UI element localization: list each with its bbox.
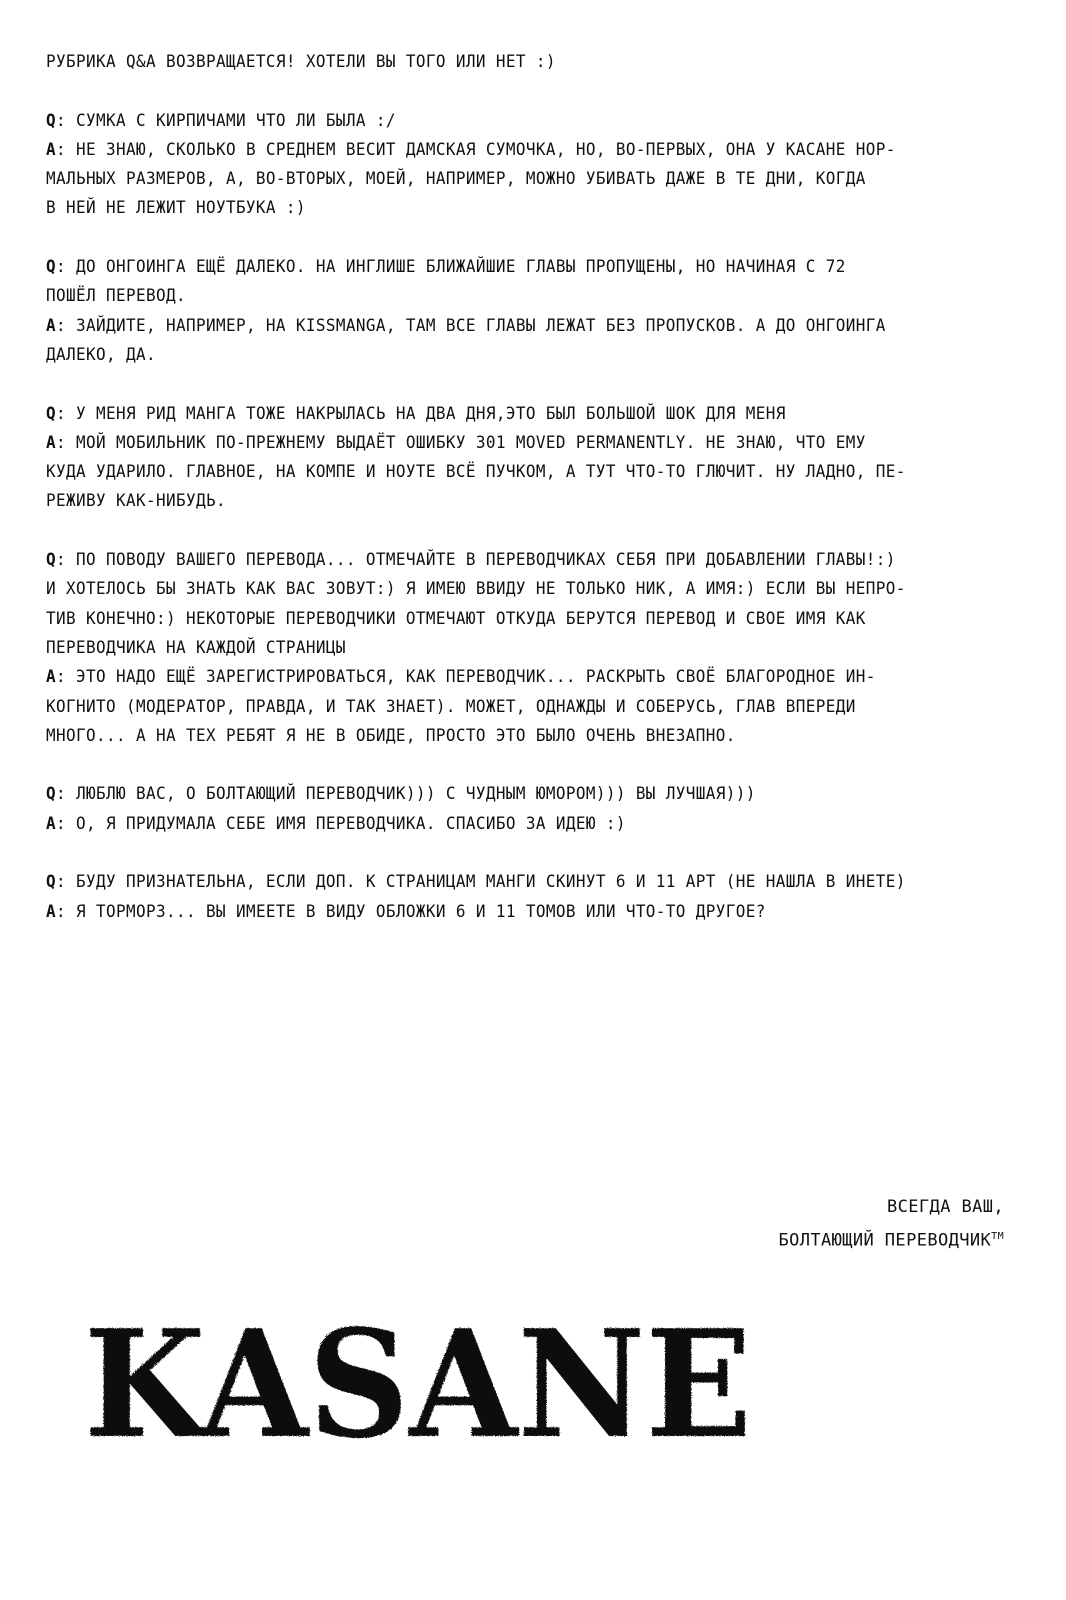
answer-line: МАЛЬНЫХ РАЗМЕРОВ, А, ВО-ВТОРЫХ, МОЕЙ, НАПРИМЕР, МОЖНО УБИВАТЬ ДАЖЕ В ТЕ ДНИ, КОГДА <box>46 169 866 190</box>
answer-line: ДАЛЕКО, ДА. <box>46 344 156 365</box>
answer-line: КОГНИТО (МОДЕРАТОР, ПРАВДА, И ТАК ЗНАЕТ). МОЖЕТ, ОДНАЖДЫ И СОБЕРУСЬ, ГЛАВ ВПЕРЕДИ <box>46 696 856 717</box>
q-marker: Q <box>46 784 57 805</box>
logo-text: KASANE <box>84 1297 752 1471</box>
signature-name: БОЛТАЮЩИЙ ПЕРЕВОДЧИК <box>778 1230 992 1251</box>
a-marker: A <box>46 315 57 336</box>
answer-text: : ЗАЙДИТЕ, НАПРИМЕР, НА KISSMANGA, ТАМ ВСЕ ГЛАВЫ ЛЕЖАТ БЕЗ ПРОПУСКОВ. А ДО ОНГОИНГА <box>56 315 886 336</box>
question-text: : ДО ОНГОИНГА ЕЩЁ ДАЛЕКО. НА ИНГЛИШЕ БЛИЖАЙШИЕ ГЛАВЫ ПРОПУЩЕНЫ, НО НАЧИНАЯ С 72 <box>56 257 846 278</box>
intro-line: РУБРИКА Q&A ВОЗВРАЩАЕТСЯ! ХОТЕЛИ ВЫ ТОГО ИЛИ НЕТ :) <box>46 52 556 72</box>
q-marker: Q <box>46 110 57 131</box>
answer-text: : О, Я ПРИДУМАЛА СЕБЕ ИМЯ ПЕРЕВОДЧИКА. СПАСИБО ЗА ИДЕЮ :) <box>56 813 626 834</box>
question-text: : ЛЮБЛЮ ВАС, О БОЛТАЮЩИЙ ПЕРЕВОДЧИК))) С ЧУДНЫМ ЮМОРОМ))) ВЫ ЛУЧШАЯ))) <box>56 784 756 805</box>
question-line: И ХОТЕЛОСЬ БЫ ЗНАТЬ КАК ВАС ЗОВУТ:) Я ИМЕЮ ВВИДУ НЕ ТОЛЬКО НИК, А ИМЯ:) ЕСЛИ ВЫ НЕПРО- <box>46 579 906 600</box>
answer-line: В НЕЙ НЕ ЛЕЖИТ НОУТБУКА :) <box>46 198 306 219</box>
question-line: ПОШЁЛ ПЕРЕВОД. <box>46 286 186 307</box>
q-marker: Q <box>46 872 57 893</box>
answer-text: : НЕ ЗНАЮ, СКОЛЬКО В СРЕДНЕМ ВЕСИТ ДАМСКАЯ СУМОЧКА, НО, ВО-ПЕРВЫХ, ОНА У КАСАНЕ НОР- <box>56 139 896 160</box>
question-text: : СУМКА С КИРПИЧАМИ ЧТО ЛИ БЫЛА :/ <box>56 110 396 131</box>
a-marker: A <box>46 139 57 160</box>
a-marker: A <box>46 901 57 922</box>
answer-line: МНОГО... А НА ТЕХ РЕБЯТ Я НЕ В ОБИДЕ, ПРОСТО ЭТО БЫЛО ОЧЕНЬ ВНЕЗАПНО. <box>46 725 736 746</box>
a-marker: A <box>46 432 57 453</box>
q-marker: Q <box>46 257 57 278</box>
signature-line-1: ВСЕГДА ВАШ, <box>887 1197 1004 1217</box>
answer-line: КУДА УДАРИЛО. ГЛАВНОЕ, НА КОМПЕ И НОУТЕ ВСЁ ПУЧКОМ, А ТУТ ЧТО-ТО ГЛЮЧИТ. НУ ЛАДНО, ПЕ- <box>46 462 906 483</box>
question-text: : У МЕНЯ РИД МАНГА ТОЖЕ НАКРЫЛАСЬ НА ДВА ДНЯ,ЭТО БЫЛ БОЛЬШОЙ ШОК ДЛЯ МЕНЯ <box>56 403 786 424</box>
answer-text: : Я ТОРМОРЗ... ВЫ ИМЕЕТЕ В ВИДУ ОБЛОЖКИ 6 И 11 ТОМОВ ИЛИ ЧТО-ТО ДРУГОЕ? <box>56 901 766 922</box>
q-marker: Q <box>46 550 57 571</box>
trademark-symbol: TM <box>991 1231 1004 1243</box>
q-marker: Q <box>46 403 57 424</box>
answer-text: : ЭТО НАДО ЕЩЁ ЗАРЕГИСТРИРОВАТЬСЯ, КАК ПЕРЕВОДЧИК... РАСКРЫТЬ СВОЁ БЛАГОРОДНОЕ ИН- <box>56 667 876 688</box>
a-marker: A <box>46 813 57 834</box>
question-line: ПЕРЕВОДЧИКА НА КАЖДОЙ СТРАНИЦЫ <box>46 637 346 658</box>
a-marker: A <box>46 667 57 688</box>
question-line: ТИВ КОНЕЧНО:) НЕКОТОРЫЕ ПЕРЕВОДЧИКИ ОТМЕЧАЮТ ОТКУДА БЕРУТСЯ ПЕРЕВОД И СВОЕ ИМЯ КАК <box>46 608 866 629</box>
answer-line: РЕЖИВУ КАК-НИБУДЬ. <box>46 491 226 512</box>
answer-text: : МОЙ МОБИЛЬНИК ПО-ПРЕЖНЕМУ ВЫДАЁТ ОШИБКУ 301 MOVED PERMANENTLY. НЕ ЗНАЮ, ЧТО ЕМУ <box>56 432 866 453</box>
question-text: : ПО ПОВОДУ ВАШЕГО ПЕРЕВОДА... ОТМЕЧАЙТЕ В ПЕРЕВОДЧИКАХ СЕБЯ ПРИ ДОБАВЛЕНИИ ГЛАВЫ!:) <box>56 550 896 571</box>
question-text: : БУДУ ПРИЗНАТЕЛЬНА, ЕСЛИ ДОП. К СТРАНИЦАМ МАНГИ СКИНУТ 6 И 11 АРТ (НЕ НАШЛА В ИНЕТЕ) <box>56 872 906 893</box>
